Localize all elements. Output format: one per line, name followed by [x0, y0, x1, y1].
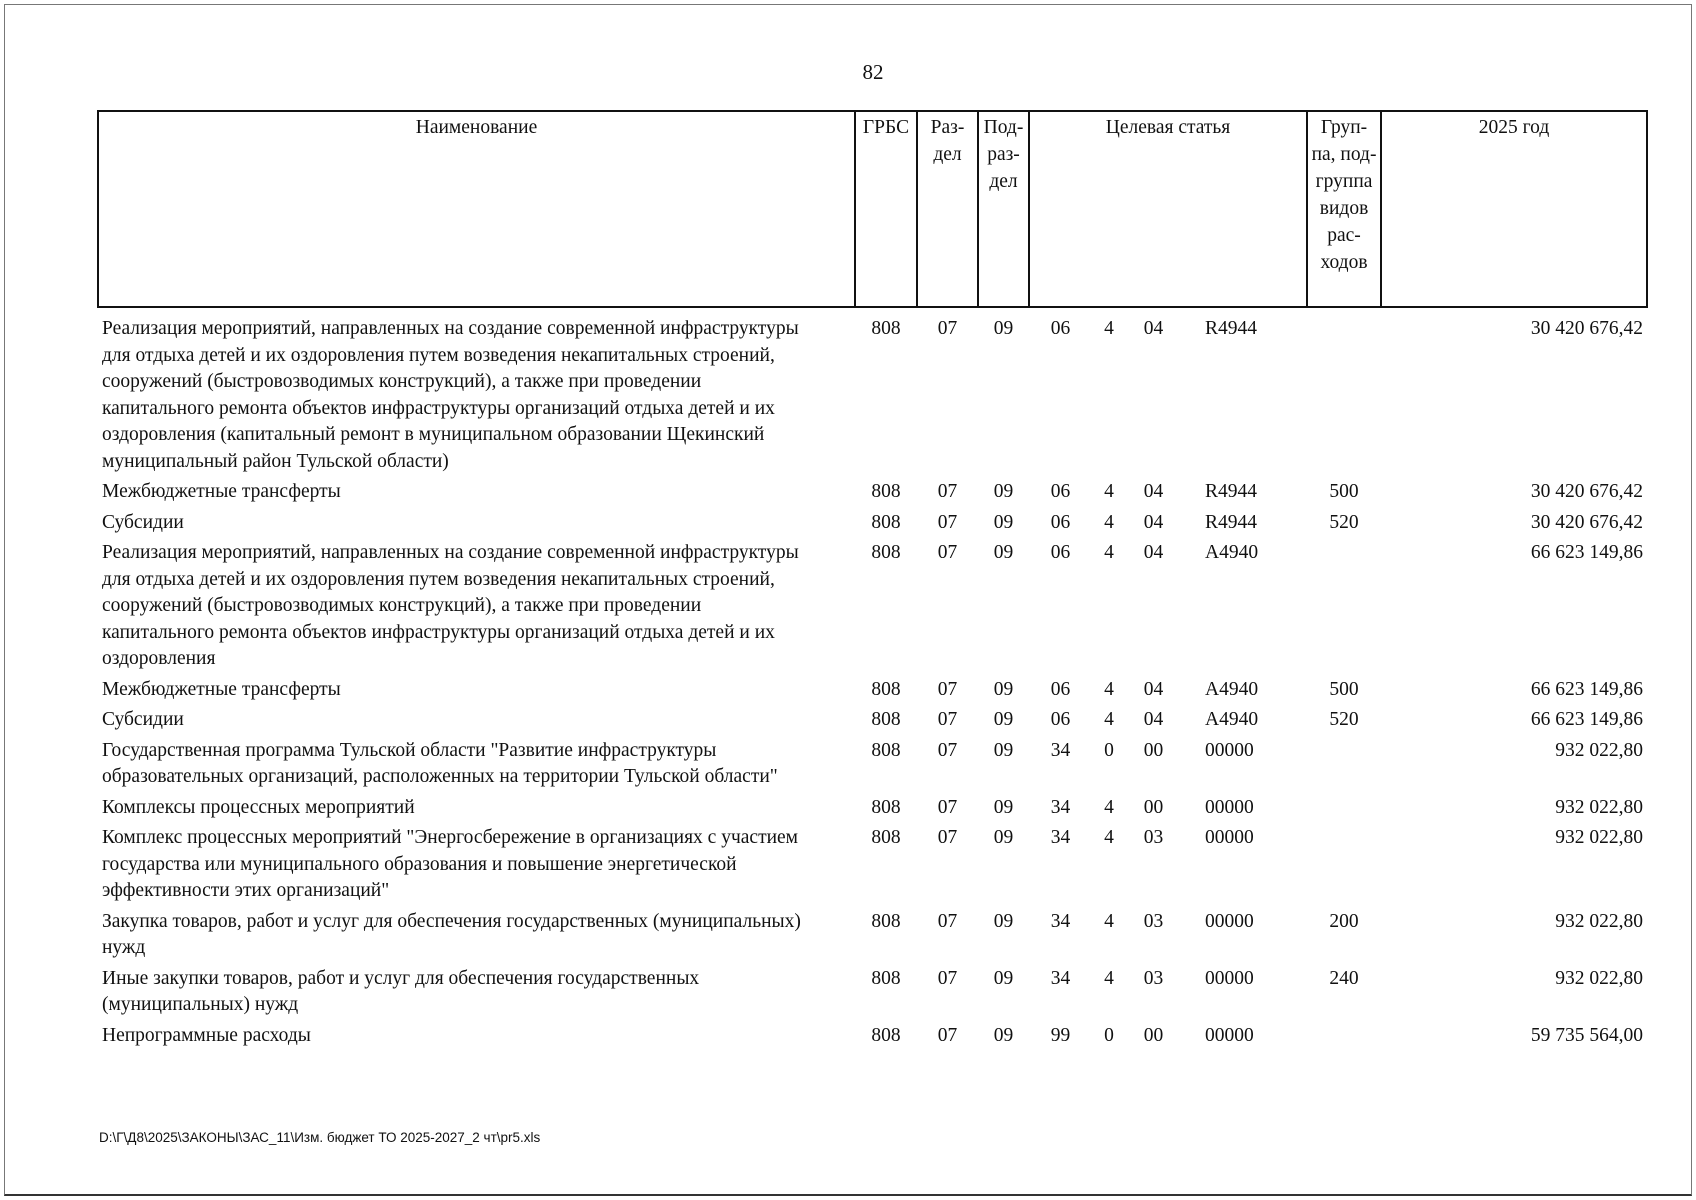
- row-expense-group: [1307, 307, 1381, 475]
- row-target-subprogram: 4: [1104, 542, 1114, 563]
- row-target-program: 06: [1050, 318, 1071, 339]
- row-expense-group: [1307, 791, 1381, 822]
- row-expense-group: 500: [1329, 678, 1359, 700]
- page-number: 82: [862, 60, 884, 84]
- row-target-direction: 00000: [1205, 796, 1254, 818]
- table-row: [98, 307, 1647, 475]
- row-name: Межбюджетные трансферты: [102, 481, 341, 502]
- row-name: Реализация мероприятий, направленных на создание современной инфраструктуры для отдыха детей и их оздоровления путем возведения некапитальных строений, сооружений (быстровозводимых конструкций), а также при проведении капитального ремонта объектов инфраструктуры организаций отдыха детей и их оздоровления: [102, 542, 799, 669]
- row-target-program: 06: [1050, 511, 1071, 533]
- row-razdel: 07: [937, 678, 958, 700]
- row-sum-2025: 932 022,80: [1555, 967, 1644, 989]
- row-podrazdel: 09: [993, 796, 1014, 818]
- row-target-direction: A4940: [1205, 678, 1259, 700]
- row-target-program: 06: [1050, 481, 1071, 502]
- row-target-event: 04: [1143, 678, 1164, 700]
- table-row: [98, 791, 1647, 822]
- row-grbs: 808: [871, 318, 901, 339]
- row-target-direction: A4940: [1205, 709, 1259, 730]
- row-podrazdel: 09: [993, 542, 1014, 563]
- row-razdel: 07: [937, 967, 958, 989]
- row-target-subprogram: 0: [1104, 1024, 1114, 1046]
- row-podrazdel: 09: [993, 318, 1014, 339]
- row-target-event: 04: [1143, 511, 1164, 533]
- row-target-event: 04: [1143, 542, 1164, 563]
- row-expense-group: [1307, 821, 1381, 905]
- footer-file-path: D:\Г\Д8\2025\ЗАКОНЫ\ЗАС_11\Изм. бюджет ТО 2025-2027_2 чт\pr5.xls: [99, 1130, 541, 1145]
- row-target-program: 34: [1050, 967, 1071, 989]
- row-podrazdel: 09: [993, 481, 1014, 502]
- row-expense-group: [1307, 536, 1381, 673]
- row-grbs: 808: [871, 511, 901, 533]
- row-sum-2025: 932 022,80: [1555, 910, 1644, 932]
- row-sum-2025: 932 022,80: [1555, 739, 1644, 761]
- header-name: Наименование: [98, 111, 855, 307]
- row-target-program: 34: [1050, 796, 1071, 818]
- row-target-direction: R4944: [1205, 511, 1258, 533]
- table-row: [98, 506, 1647, 537]
- row-razdel: 07: [937, 739, 958, 761]
- row-name: Непрограммные расходы: [102, 1024, 311, 1046]
- row-name: Комплексы процессных мероприятий: [102, 796, 415, 818]
- row-expense-group: 200: [1329, 910, 1359, 932]
- row-sum-2025: 30 420 676,42: [1530, 318, 1644, 339]
- row-sum-2025: 932 022,80: [1555, 796, 1644, 818]
- table-row: [98, 1019, 1647, 1050]
- row-podrazdel: 09: [993, 739, 1014, 761]
- row-razdel: 07: [937, 796, 958, 818]
- row-podrazdel: 09: [993, 709, 1014, 730]
- row-target-event: 04: [1143, 318, 1164, 339]
- row-grbs: 808: [871, 827, 901, 848]
- row-target-event: 04: [1143, 481, 1164, 502]
- table-row: [98, 703, 1647, 734]
- row-name: Иные закупки товаров, работ и услуг для обеспечения государственных (муниципальных) нужд: [102, 967, 700, 1015]
- row-target-program: 34: [1050, 739, 1071, 761]
- row-sum-2025: 59 735 564,00: [1530, 1024, 1644, 1046]
- row-target-event: 00: [1143, 1024, 1164, 1046]
- row-sum-2025: 66 623 149,86: [1530, 542, 1644, 563]
- row-podrazdel: 09: [993, 967, 1014, 989]
- table-row: [98, 536, 1647, 673]
- row-target-subprogram: 4: [1104, 678, 1114, 700]
- row-target-program: 34: [1050, 827, 1071, 848]
- row-target-event: 00: [1143, 796, 1164, 818]
- row-name: Межбюджетные трансферты: [102, 678, 341, 700]
- row-target-direction: 00000: [1205, 1024, 1254, 1046]
- row-razdel: 07: [937, 318, 958, 339]
- row-grbs: 808: [871, 481, 901, 502]
- header-year: 2025 год: [1381, 111, 1647, 307]
- row-podrazdel: 09: [993, 827, 1014, 848]
- row-target-program: 06: [1050, 709, 1071, 730]
- row-target-event: 04: [1143, 709, 1164, 730]
- row-name: Закупка товаров, работ и услуг для обеспечения государственных (муниципальных) нужд: [102, 910, 801, 958]
- row-podrazdel: 09: [993, 511, 1014, 533]
- row-target-direction: 00000: [1205, 967, 1254, 989]
- row-razdel: 07: [937, 709, 958, 730]
- row-target-subprogram: 4: [1104, 318, 1114, 339]
- row-target-subprogram: 4: [1104, 967, 1114, 989]
- row-target-subprogram: 4: [1104, 481, 1114, 502]
- row-target-direction: R4944: [1205, 481, 1258, 502]
- row-target-event: 03: [1143, 967, 1164, 989]
- row-target-direction: 00000: [1205, 827, 1254, 848]
- row-sum-2025: 30 420 676,42: [1530, 511, 1644, 533]
- row-sum-2025: 66 623 149,86: [1530, 709, 1644, 730]
- budget-table: [97, 110, 1648, 1049]
- row-podrazdel: 09: [993, 1024, 1014, 1046]
- row-grbs: 808: [871, 709, 901, 730]
- row-target-subprogram: 4: [1104, 511, 1114, 533]
- row-name: Субсидии: [102, 511, 184, 533]
- table-row: [98, 962, 1647, 1019]
- row-target-subprogram: 4: [1104, 709, 1114, 730]
- row-razdel: 07: [937, 1024, 958, 1046]
- row-name: Государственная программа Тульской области "Развитие инфраструктуры образовательных организаций, расположенных на территории Тульской области": [102, 739, 778, 787]
- row-expense-group: 520: [1329, 709, 1359, 730]
- row-target-subprogram: 4: [1104, 796, 1114, 818]
- row-target-subprogram: 0: [1104, 739, 1114, 761]
- row-target-direction: A4940: [1205, 542, 1259, 563]
- row-grbs: 808: [871, 678, 901, 700]
- budget-sheet: [97, 110, 1646, 1049]
- table-row: [98, 673, 1647, 704]
- row-target-subprogram: 4: [1104, 910, 1114, 932]
- row-name: Реализация мероприятий, направленных на создание современной инфраструктуры для отдыха детей и их оздоровления путем возведения некапитальных строений, сооружений (быстровозводимых конструкций), а также при проведении капитального ремонта объектов инфраструктуры организаций отдыха детей и их оздоровления (капитальный ремонт в муниципальном образовании Щекинский муниципальный район Тульской области): [102, 318, 799, 472]
- row-expense-group: 240: [1329, 967, 1359, 989]
- row-razdel: 07: [937, 481, 958, 502]
- row-name: Субсидии: [102, 709, 184, 730]
- row-sum-2025: 932 022,80: [1555, 827, 1644, 848]
- row-target-event: 00: [1143, 739, 1164, 761]
- row-podrazdel: 09: [993, 678, 1014, 700]
- row-grbs: 808: [871, 967, 901, 989]
- table-header: [98, 111, 1647, 307]
- header-target-article: Целевая статья: [1029, 111, 1307, 307]
- row-grbs: 808: [871, 739, 901, 761]
- table-body: [98, 307, 1647, 1049]
- row-razdel: 07: [937, 511, 958, 533]
- row-expense-group: [1307, 1019, 1381, 1050]
- row-expense-group: 520: [1329, 511, 1359, 533]
- row-grbs: 808: [871, 1024, 901, 1046]
- row-target-event: 03: [1143, 827, 1164, 848]
- row-target-program: 06: [1050, 542, 1071, 563]
- table-row: [98, 475, 1647, 506]
- row-expense-group: [1307, 734, 1381, 791]
- row-sum-2025: 30 420 676,42: [1530, 481, 1644, 502]
- row-target-event: 03: [1143, 910, 1164, 932]
- table-row: [98, 734, 1647, 791]
- header-grbs: ГРБС: [855, 111, 917, 307]
- row-razdel: 07: [937, 542, 958, 563]
- row-name: Комплекс процессных мероприятий "Энергосбережение в организациях с участием государства или муниципального образования и повышение энергетической эффективности этих организаций": [102, 827, 799, 901]
- row-target-program: 06: [1050, 678, 1071, 700]
- header-razdel: Раз- дел: [917, 111, 978, 307]
- row-target-direction: R4944: [1205, 318, 1258, 339]
- row-target-subprogram: 4: [1104, 827, 1114, 848]
- row-razdel: 07: [937, 827, 958, 848]
- row-target-program: 99: [1050, 1024, 1071, 1046]
- row-razdel: 07: [937, 910, 958, 932]
- row-sum-2025: 66 623 149,86: [1530, 678, 1644, 700]
- row-podrazdel: 09: [993, 910, 1014, 932]
- table-row: [98, 821, 1647, 905]
- row-grbs: 808: [871, 542, 901, 563]
- row-expense-group: 500: [1329, 481, 1359, 502]
- row-grbs: 808: [871, 796, 901, 818]
- header-podrazdel: Под- раз- дел: [978, 111, 1029, 307]
- row-target-direction: 00000: [1205, 910, 1254, 932]
- row-grbs: 808: [871, 910, 901, 932]
- table-row: [98, 905, 1647, 962]
- row-target-program: 34: [1050, 910, 1071, 932]
- row-target-direction: 00000: [1205, 739, 1254, 761]
- header-expense-group: Груп- па, под- группа видов рас- ходов: [1307, 111, 1381, 307]
